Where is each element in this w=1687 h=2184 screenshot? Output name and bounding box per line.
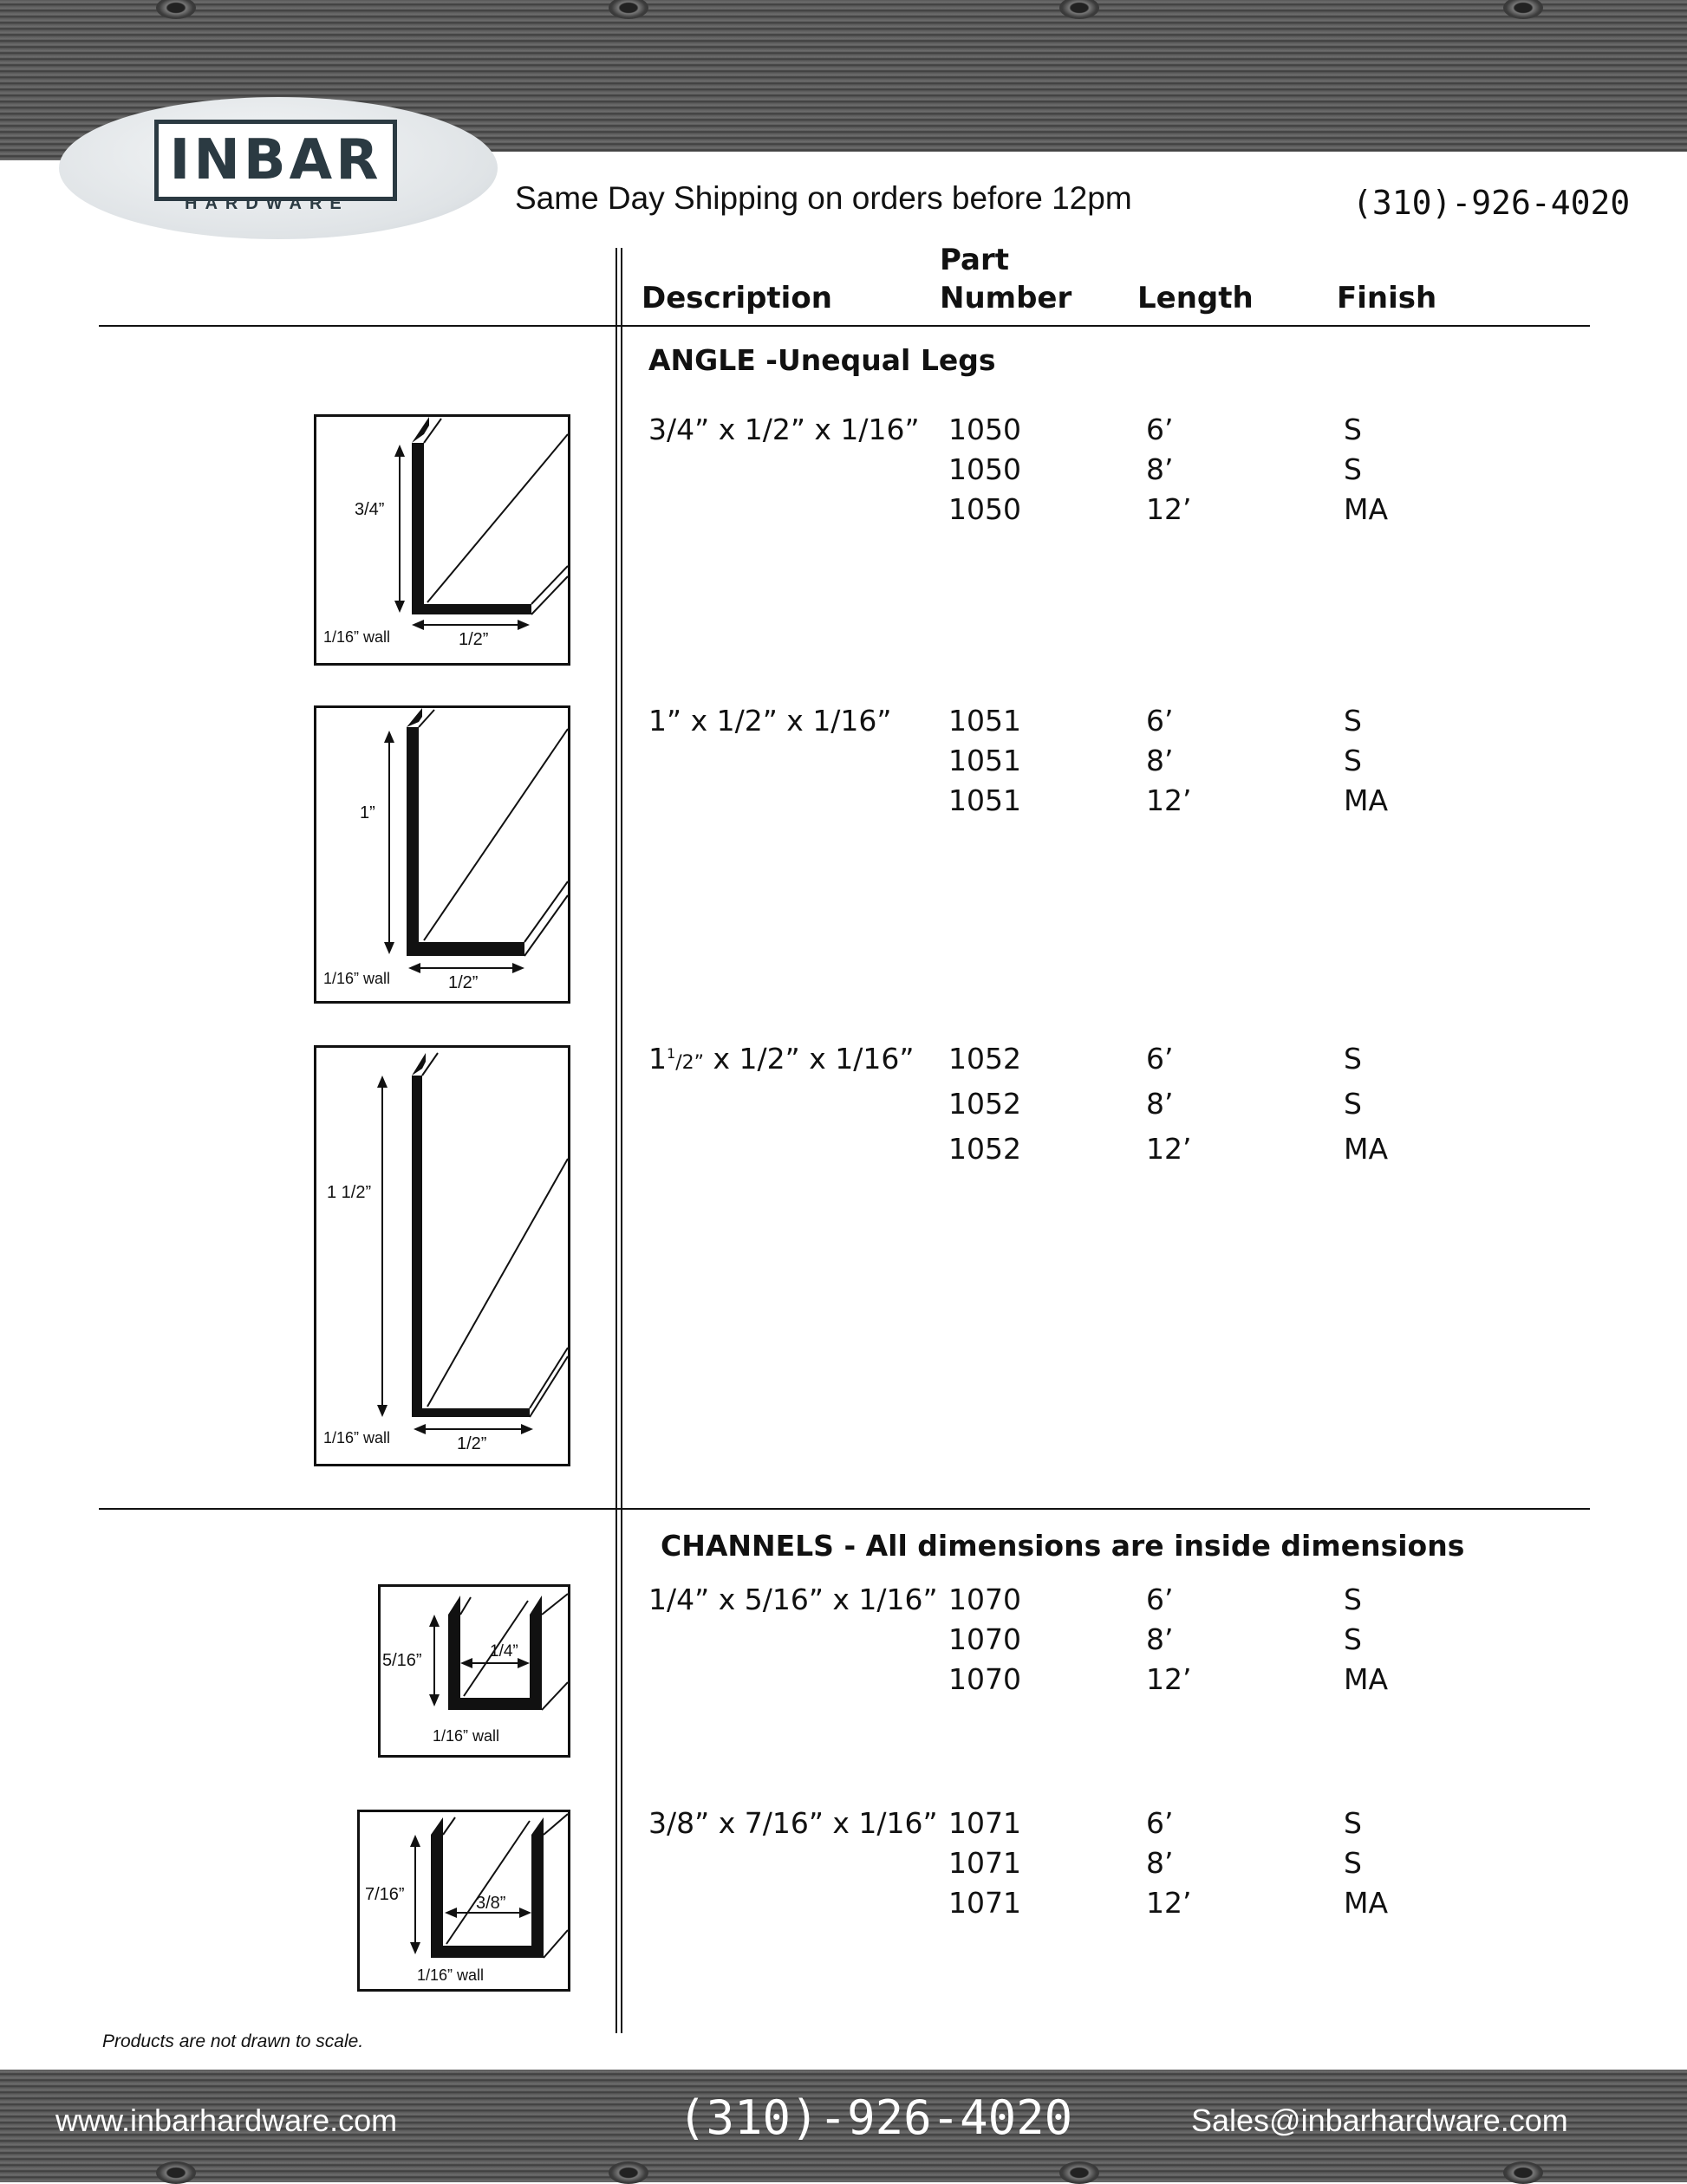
part-number: 1071 [948,1886,1021,1920]
part-number: 1051 [948,704,1021,738]
screw-icon [1503,2161,1543,2184]
length: 6’ [1146,413,1174,446]
finish: MA [1344,492,1389,526]
width-label: 1/2” [448,973,479,992]
length: 12’ [1146,1662,1192,1696]
length: 6’ [1146,704,1174,738]
part-number: 1070 [948,1662,1021,1696]
finish: S [1344,413,1362,446]
item-description: $1^1/2$” x 1/2” x 1/16” [648,1042,915,1076]
part-number: 1052 [948,1042,1021,1076]
section-title-angle: ANGLE -Unequal Legs [648,343,996,377]
wall-label: 1/16” wall [433,1727,500,1745]
part-number: 1071 [948,1806,1021,1840]
length: 8’ [1146,744,1174,777]
column-divider [621,248,622,2033]
finish: S [1344,1846,1362,1880]
finish: S [1344,1583,1362,1616]
wall-label: 1/16” wall [417,1966,485,1984]
finish: S [1344,452,1362,486]
finish: MA [1344,1132,1389,1166]
width-label: 1/2” [457,1434,487,1453]
finish: S [1344,1806,1362,1840]
wall-label: 1/16” wall [323,628,391,646]
item-description: 3/8” x 7/16” x 1/16” [648,1806,938,1840]
screw-icon [609,2161,648,2184]
scale-note: Products are not drawn to scale. [102,2031,364,2051]
length: 8’ [1146,1622,1174,1656]
length: 6’ [1146,1806,1174,1840]
finish: MA [1344,1886,1389,1920]
footer-email-link[interactable]: Sales@inbarhardware.com [1191,2103,1568,2138]
part-number: 1050 [948,452,1021,486]
length: 12’ [1146,1886,1192,1920]
section-rule [99,1508,1590,1510]
item-description: 1” x 1/2” x 1/16” [648,704,892,738]
header-finish: Finish [1337,281,1437,315]
width-label: 1/2” [459,630,489,649]
part-number: 1070 [948,1583,1021,1616]
length: 6’ [1146,1583,1174,1616]
section-title-channels: CHANNELS - All dimensions are inside dimensions [661,1529,1465,1563]
length: 8’ [1146,1087,1174,1121]
channel-diagram [357,1810,570,1992]
part-number: 1071 [948,1846,1021,1880]
screw-icon [1059,2161,1099,2184]
footer-website-link[interactable]: www.inbarhardware.com [55,2103,398,2138]
logo [154,120,397,201]
height-label: 3/4” [355,500,385,519]
length: 12’ [1146,492,1192,526]
wall-label: 1/16” wall [323,970,391,987]
finish: MA [1344,1662,1389,1696]
shipping-tagline: Same Day Shipping on orders before 12pm [515,180,1132,216]
length: 12’ [1146,1132,1192,1166]
header-description: Description [642,281,832,315]
finish: S [1344,1622,1362,1656]
height-label: 5/16” [382,1651,422,1670]
length: 6’ [1146,1042,1174,1076]
part-number: 1050 [948,492,1021,526]
footer-phone[interactable]: (310)-926-4020 [678,2090,1073,2145]
item-description: 1/4” x 5/16” x 1/16” [648,1583,938,1616]
angle-diagram [314,705,570,1004]
angle-diagram [314,414,570,666]
finish: S [1344,1042,1362,1076]
angle-diagram [314,1045,570,1466]
finish: S [1344,704,1362,738]
part-number: 1070 [948,1622,1021,1656]
part-number: 1051 [948,783,1021,817]
height-label: 7/16” [365,1885,405,1904]
length: 12’ [1146,783,1192,817]
screw-icon [156,2161,196,2184]
header-part: Part [940,243,1009,277]
length: 8’ [1146,1846,1174,1880]
width-label: 3/8” [476,1894,506,1913]
header-rule [99,325,1590,327]
finish: MA [1344,783,1389,817]
height-label: 1” [360,803,375,822]
height-label: 1 1/2” [327,1183,372,1202]
item-description: 3/4” x 1/2” x 1/16” [648,413,920,446]
header-length: Length [1137,281,1254,315]
finish: S [1344,1087,1362,1121]
header-number: Number [940,281,1072,315]
logo-subtitle: HARDWARE [185,194,349,213]
part-number: 1051 [948,744,1021,777]
column-divider [616,248,617,2033]
header-phone: (310)-926-4020 [1352,184,1631,222]
wall-label: 1/16” wall [323,1429,391,1446]
channel-diagram [378,1584,570,1758]
finish: S [1344,744,1362,777]
width-label: 1/4” [490,1642,518,1661]
length: 8’ [1146,452,1174,486]
part-number: 1052 [948,1132,1021,1166]
part-number: 1052 [948,1087,1021,1121]
part-number: 1050 [948,413,1021,446]
logo-word: INBAR [169,128,382,192]
